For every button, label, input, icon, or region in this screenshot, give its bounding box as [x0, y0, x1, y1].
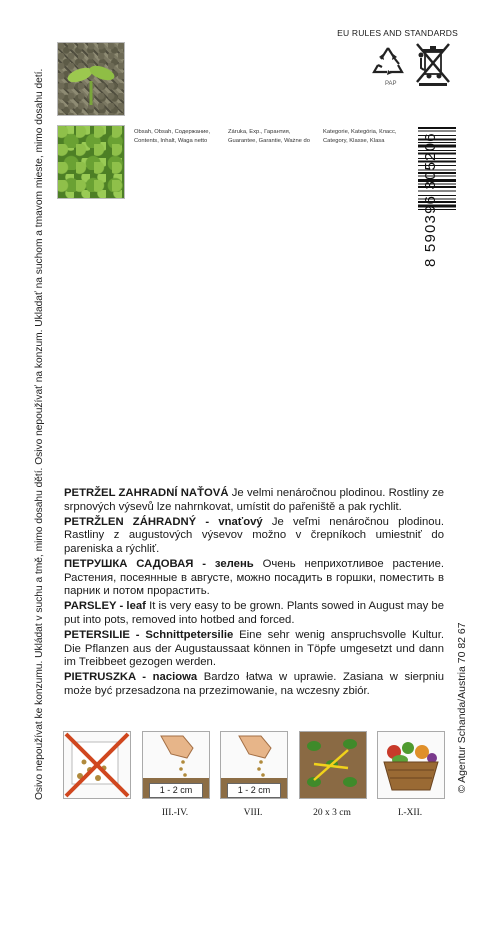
description-sk: PETRŽLEN ZÁHRADNÝ - vnaťový Je veľmi nenáročnou plodinou. Rastliny z augustových výsevov možno v črepníkoch umiestniť do pareniska a rýchliť. [64, 515, 444, 555]
parsley-photo [57, 125, 125, 199]
recycle-icon [370, 43, 406, 79]
category-label: Kategorie, Kategória, Класс, Category, Klasse, Klasa [323, 129, 397, 144]
plant-spacing-label: 20 x 3 cm [313, 808, 351, 818]
description-de: PETERSILIE - Schnittpetersilie Eine sehr wenig anspruchsvolle Kultur. Die Pflanzen aus der Augustaussaat können in Töpfe umgesetzt und dann im Treibbeet gezogen werden. [64, 628, 444, 669]
description-cz: PETRŽEL ZAHRADNÍ NAŤOVÁ Je velmi nenáročnou plodinou. Rostliny ze srpnových výsevů lze nahrnkovat, umístit do pařeniště a pak rychlit. [64, 487, 444, 513]
side-strip [0, 0, 56, 800]
no-greenhouse-crossed-icon [63, 731, 131, 799]
plant-spacing-icon [299, 731, 367, 799]
sowing-august-icon [220, 731, 288, 799]
sowing-spring-icon [142, 731, 210, 799]
seedling-photo [57, 42, 125, 116]
description-pl: PIETRUSZKA - naciowa Bardzo łatwa w uprawie. Zasiana w sierpniu może być przesadzona na przezimowanie, na wczesny zbiór. [64, 671, 444, 697]
sowing-spring-label: III.-IV. [161, 808, 189, 818]
sowing-depth-label: 1 - 2 cm [149, 783, 203, 798]
pap-label: PAP [385, 81, 397, 87]
sowing-depth-label: 1 - 2 cm [227, 783, 281, 798]
trash-bin-icon [415, 40, 451, 86]
sowing-august-label: VIII. [243, 808, 263, 818]
harvest-label: I.-XII. [397, 808, 423, 818]
harvest-basket-icon [377, 731, 445, 799]
description-en: PARSLEY - leaf It is very easy to be grown. Plants sowed in August may be put into pots, removed into hotbed and forced. [64, 600, 444, 626]
eu-rules-heading: EU RULES AND STANDARDS [337, 28, 458, 38]
description-ru: ПЕТРУШКА САДОВАЯ - зелень Очень неприхотливое растение. Растения, посеянные в августе, можно посадить в горшки, поместить в парник и потом прорастить. [64, 557, 444, 598]
barcode-number: 8 590396 305206 [422, 132, 439, 267]
copyright-text: © Agentur Schanda/Austria 70 82 67 [456, 622, 468, 793]
description-block [64, 487, 444, 700]
storage-notice-text: Osivo nepoužívat ke konzumu. Ukládat v suchu a tmě, mimo dosahu dětí. Osivo nepoužívať na konzum. Ukladať na suchom a tmavom mieste, mimo dosahu detí. [34, 68, 45, 800]
contents-label: Obsah, Obsah, Содержание, Contents, Inhalt, Waga netto [134, 129, 211, 144]
guarantee-label: Záruka, Exp., Гарантия, Guarantee, Garantie, Ważne do [228, 129, 310, 144]
